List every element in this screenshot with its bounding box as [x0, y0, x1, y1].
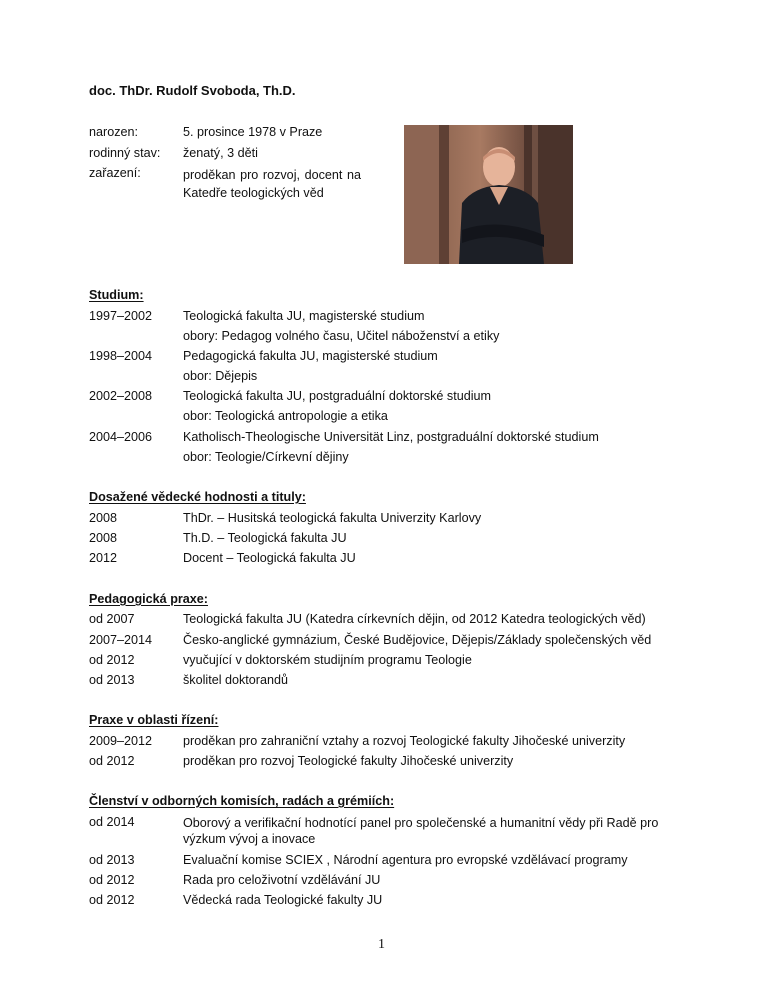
studium-date: 2002–2008 — [89, 389, 153, 403]
position-label: zařazení: — [89, 166, 141, 180]
studium-text: Teologická fakulta JU, postgraduální doktorské studium — [183, 389, 492, 403]
degree-text: Th.D. – Teologická fakulta JU — [183, 531, 347, 545]
page-number: 1 — [378, 937, 385, 952]
management-date: 2009–2012 — [89, 734, 153, 748]
studium-text: Pedagogická fakulta JU, magisterské studium — [183, 349, 438, 363]
teaching-date: od 2013 — [89, 673, 135, 687]
degree-date: 2012 — [89, 551, 118, 565]
position-value: proděkan pro rozvoj, docent na Katedře teologických věd — [183, 168, 361, 200]
teaching-date: od 2012 — [89, 653, 135, 667]
section-title-membership: Členství v odborných komisích, radách a grémiích: — [89, 794, 395, 808]
management-text: proděkan pro rozvoj Teologické fakulty Jihočeské univerzity — [183, 754, 514, 768]
degree-date: 2008 — [89, 531, 118, 545]
teaching-text: vyučující v doktorském studijním programu Teologie — [183, 653, 472, 667]
degree-date: 2008 — [89, 511, 118, 525]
section-title-teaching: Pedagogická praxe: — [89, 592, 208, 606]
studium-text: Teologická fakulta JU, magisterské studium — [183, 309, 425, 323]
teaching-text: školitel doktorandů — [183, 673, 289, 687]
studium-date: 1998–2004 — [89, 349, 153, 363]
born-label: narozen: — [89, 125, 139, 139]
management-date: od 2012 — [89, 754, 135, 768]
section-title-degrees: Dosažené vědecké hodnosti a tituly: — [89, 490, 306, 504]
studium-text: obory: Pedagog volného času, Učitel náboženství a etiky — [183, 329, 500, 343]
person-name: doc. ThDr. Rudolf Svoboda, Th.D. — [89, 83, 296, 98]
management-text: proděkan pro zahraniční vztahy a rozvoj Teologické fakulty Jihočeské univerzity — [183, 734, 626, 748]
studium-text: Katholisch-Theologische Universität Linz, postgraduální doktorské studium — [183, 430, 599, 444]
membership-date: od 2014 — [89, 815, 135, 829]
teaching-text: Teologická fakulta JU (Katedra církevních dějin, od 2012 Katedra teologických věd) — [183, 612, 646, 626]
section-title-management: Praxe v oblasti řízení: — [89, 713, 219, 727]
marital-status-value: ženatý, 3 děti — [183, 146, 258, 160]
membership-date: od 2013 — [89, 853, 135, 867]
membership-text: Evaluační komise SCIEX , Národní agentura pro evropské vzdělávací programy — [183, 853, 628, 867]
teaching-text: Česko-anglické gymnázium, České Budějovice, Dějepis/Základy společenských věd — [183, 633, 652, 647]
teaching-date: 2007–2014 — [89, 633, 153, 647]
studium-text: obor: Teologická antropologie a etika — [183, 409, 388, 423]
teaching-date: od 2007 — [89, 612, 135, 626]
degree-text: Docent – Teologická fakulta JU — [183, 551, 356, 565]
membership-date: od 2012 — [89, 893, 135, 907]
degree-text: ThDr. – Husitská teologická fakulta Univerzity Karlovy — [183, 511, 482, 525]
membership-text: Vědecká rada Teologické fakulty JU — [183, 893, 383, 907]
studium-date: 2004–2006 — [89, 430, 153, 444]
section-title-studium: Studium: — [89, 288, 144, 302]
studium-text: obor: Dějepis — [183, 369, 258, 383]
studium-text: obor: Teologie/Církevní dějiny — [183, 450, 349, 464]
membership-text: Rada pro celoživotní vzdělávání JU — [183, 873, 381, 887]
membership-date: od 2012 — [89, 873, 135, 887]
marital-status-label: rodinný stav: — [89, 146, 161, 160]
studium-date: 1997–2002 — [89, 309, 153, 323]
portrait-photo — [404, 125, 573, 264]
membership-text: Oborový a verifikační hodnotící panel pro společenské a humanitní vědy při Radě pro výzkum vývoj a inovace — [183, 816, 659, 846]
born-value: 5. prosince 1978 v Praze — [183, 125, 323, 139]
